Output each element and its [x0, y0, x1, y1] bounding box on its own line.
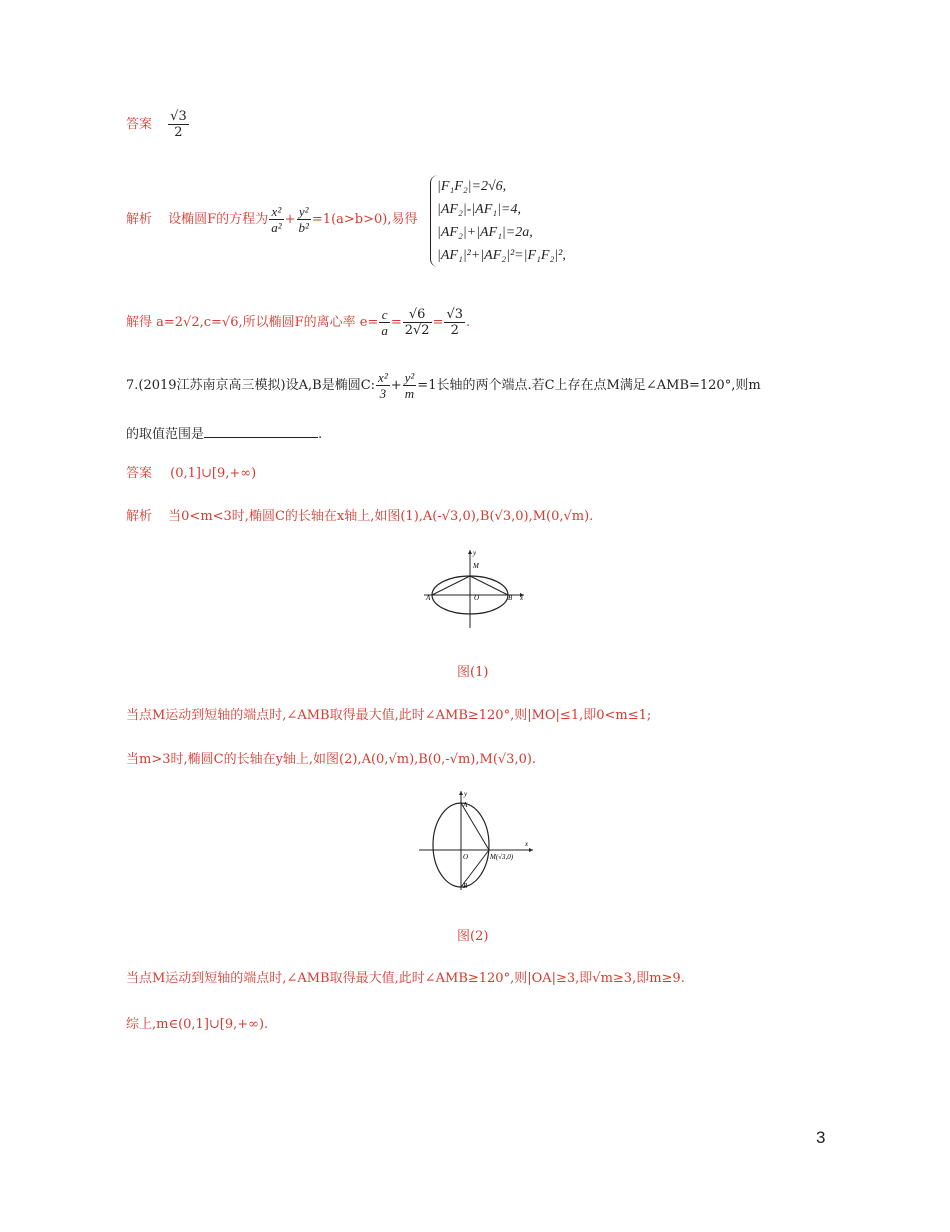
ellipse-y-term: $\frac{\text{y²}}{m}$	[404, 370, 415, 401]
analysis-label: 解析	[126, 212, 153, 227]
q7-conclusion: 综上,m∈(0,1]∪[9,+∞).	[126, 1017, 269, 1032]
q7-stem: 7.(2019江苏南京高三模拟)设A,B是椭圆C: $\frac{\text{x²}}{3}$ + $\frac{\text{y²}}{m}$ =1长轴的两个端点.若C上存在点M满足∠AMB=120°,则m	[126, 370, 761, 401]
equation-line: |AF₁|²+|AF₂|²=|F₁F₂|²,	[437, 248, 566, 263]
q7-answer	[126, 466, 256, 482]
answer-value: (0,1]∪[9,+∞)	[170, 466, 257, 481]
label-x: x	[520, 594, 524, 602]
equation-line: |AF₂|+|AF₁|=2a,	[437, 225, 533, 240]
q6-solution: 解得 a=2√2,c=√6,所以椭圆F的离心率 e= $\frac{c}{a}$ = $\frac{√6}{2√2}$ = $\frac{√3}{2}$ .	[126, 307, 471, 338]
label-x: x	[525, 840, 529, 848]
q7-stem-line2: 的取值范围是 .	[126, 427, 323, 442]
answer-fraction: $\frac{√3}{2}$	[170, 109, 187, 140]
ellipse-x-term: $\frac{\text{x²}}{3}$	[378, 370, 388, 401]
eccentricity-fraction: $\frac{√6}{2√2}$	[404, 307, 430, 338]
page-number: 3	[816, 1128, 826, 1147]
label-o: O	[463, 853, 469, 861]
equation-line: |AF₂|-|AF₁|=4,	[437, 202, 521, 217]
figure-2-ellipse-vertical	[415, 787, 540, 892]
q7-case1-result: 当点M运动到短轴的端点时,∠AMB取得最大值,此时∠AMB≥120°,则|MO|≤1,即0<m≤1;	[126, 708, 652, 723]
q7-case2-result: 当点M运动到短轴的端点时,∠AMB取得最大值,此时∠AMB≥120°,则|OA|≥3,即√m≥3,即m≥9.	[126, 971, 685, 986]
equation-line: |F₁F₂|=2√6,	[437, 179, 507, 194]
q6-answer	[126, 109, 190, 140]
label-m: M(√3,0)	[490, 853, 514, 861]
analysis-label: 解析	[126, 509, 153, 524]
label-a: A	[426, 594, 431, 602]
ellipse-y-term: $\frac{\text{y²}}{\text{b²}}$	[298, 204, 309, 235]
answer-blank	[204, 425, 318, 438]
eccentricity-fraction: $\frac{√3}{2}$	[446, 307, 464, 338]
label-b: B	[463, 882, 468, 890]
label-y: y	[464, 790, 468, 798]
figure-1-caption: 图(1)	[457, 665, 489, 680]
label-b: B	[508, 594, 513, 602]
label-a: A	[463, 801, 468, 809]
q7-analysis-case2: 当m>3时,椭圆C的长轴在y轴上,如图(2),A(0,√m),B(0,-√m),M(√3,0).	[126, 752, 537, 767]
figure-2-caption: 图(2)	[457, 929, 489, 944]
q7-analysis-case1: 解析 当0<m<3时,椭圆C的长轴在x轴上,如图(1),A(-√3,0),B(√3,0),M(0,√m).	[126, 509, 594, 524]
eccentricity-fraction: $\frac{c}{a}$	[381, 307, 388, 338]
label-m: M	[473, 562, 479, 570]
figure-1-ellipse-horizontal	[420, 545, 530, 630]
ellipse-x-term: $\frac{\text{x²}}{\text{a²}}$	[271, 204, 282, 235]
label-o: O	[474, 594, 480, 602]
label-y: y	[473, 549, 477, 557]
q6-analysis: 解析 设椭圆F的方程为 $\frac{\text{x²}}{\text{a²}}$ + $\frac{\text{y²}}{\text{b²}}$ =1(a>b>0),易得	[126, 204, 418, 235]
answer-label: 答案	[126, 117, 153, 132]
equation-system	[430, 175, 566, 267]
answer-label: 答案	[126, 466, 153, 481]
